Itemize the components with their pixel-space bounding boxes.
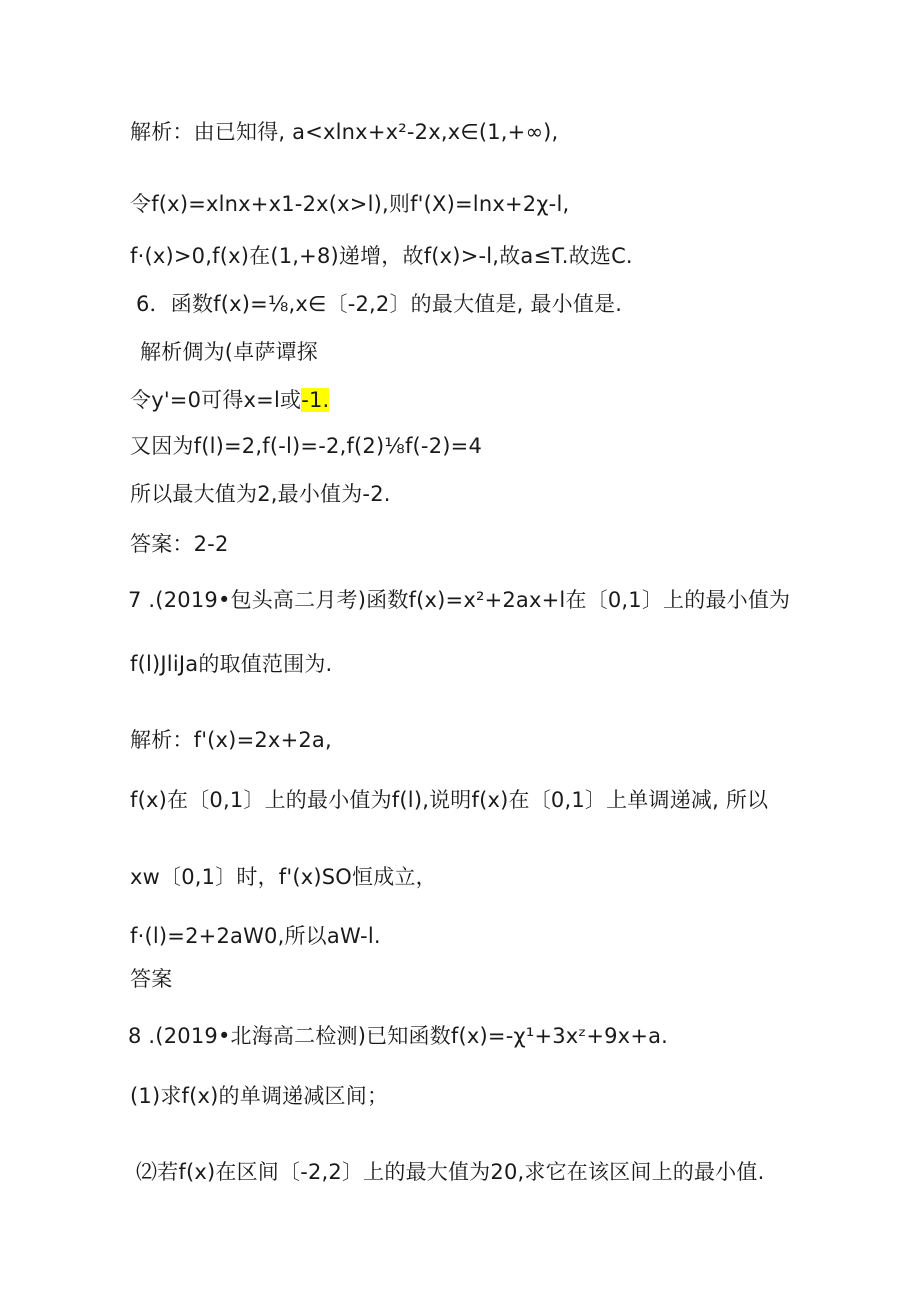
analysis-line-11: f·(l)=2+2aW0,所以aW-l. — [130, 924, 381, 948]
analysis-line-9: f(x)在〔0,1〕上的最小值为f(l),说明f(x)在〔0,1〕上单调递减, 所以 — [130, 788, 769, 812]
question-7-line-2: f(l)JliJa的取值范围为. — [130, 652, 333, 676]
analysis-line-5 — [130, 386, 329, 414]
analysis-line-6: 又因为f(l)=2,f(-l)=-2,f(2)⅛f(-2)=4 — [130, 434, 483, 458]
question-8: 8 .(2019•北海高二检测)已知函数f(x)=-χ¹+3xᶻ+9x+a. — [128, 1024, 669, 1048]
answer-6: 答案：2-2 — [130, 532, 229, 556]
analysis-line-5-text: 令y'=0可得x=l或 — [130, 388, 302, 412]
analysis-line-8: 解析：f'(x)=2x+2a, — [130, 728, 332, 752]
answer-7: 答案 — [130, 967, 173, 991]
question-8-part-2: ⑵若f(x)在区间〔-2,2〕上的最大值为20,求它在该区间上的最小值. — [136, 1160, 765, 1184]
question-7: 7 .(2019•包头高二月考)函数f(x)=x²+2ax+l在〔0,1〕上的最小值为 — [128, 588, 791, 612]
analysis-line-4: 解析倜为(卓萨谭探 — [140, 340, 318, 364]
highlighted-value: -1. — [301, 388, 330, 412]
question-8-part-1: (1)求f(x)的单调递减区间； — [130, 1084, 389, 1108]
analysis-line-7: 所以最大值为2,最小值为-2. — [130, 482, 391, 506]
analysis-line-10: xw〔0,1〕时，f'(x)SO恒成立， — [130, 865, 437, 889]
analysis-line-2: 令f(x)=xlnx+x1-2x(x>l),则f'(X)=lnx+2χ-l, — [130, 192, 570, 216]
question-6: 6．函数f(x)=⅛,x∈〔-2,2〕的最大值是, 最小值是. — [136, 292, 623, 316]
analysis-line-3: f·(x)>0,f(x)在(1,+8)递增，故f(x)>-l,故a≤T.故选C. — [130, 244, 633, 268]
analysis-line-1: 解析：由已知得, a<xlnx+x²-2x,x∈(1,+∞), — [130, 120, 559, 144]
